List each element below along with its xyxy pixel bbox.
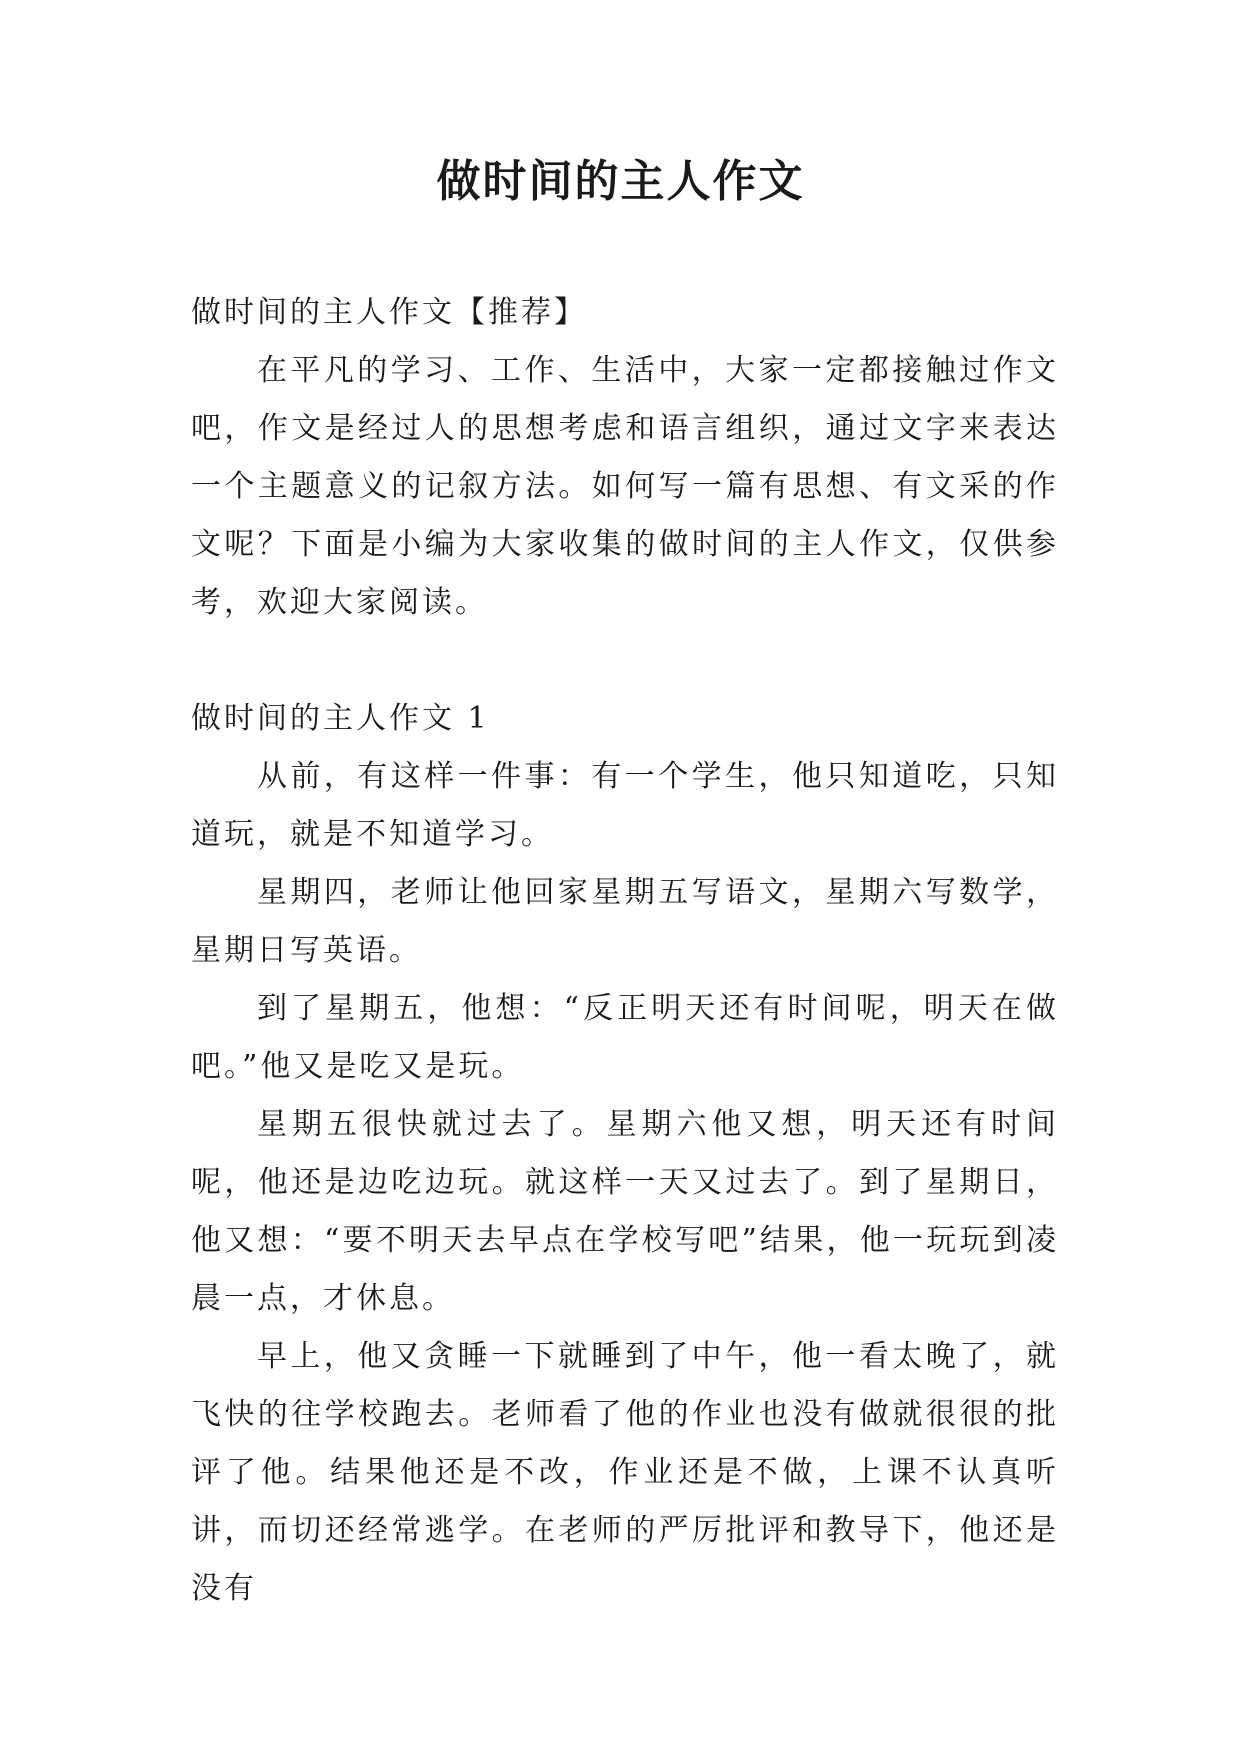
document-body (191, 284, 1059, 1618)
section-spacer (191, 632, 1059, 690)
intro-paragraph: 在平凡的学习、工作、生活中，大家一定都接触过作文吧，作文是经过人的思想考虑和语言组织，通过文字来表达一个主题意义的记叙方法。如何写一篇有思想、有文采的作文呢？下面是小编为大家收集的做时间的主人作文，仅供参考，欢迎大家阅读。 (191, 353, 1059, 620)
section-heading: 做时间的主人作文 1 (191, 701, 490, 736)
body-paragraph: 从前，有这样一件事：有一个学生，他只知道吃，只知道玩，就是不知道学习。 (191, 759, 1059, 852)
body-paragraph: 星期四，老师让他回家星期五写语文，星期六写数学，星期日写英语。 (191, 875, 1059, 968)
body-paragraph: 到了星期五，他想：“反正明天还有时间呢，明天在做吧。”他又是吃又是玩。 (191, 991, 1059, 1084)
document-subtitle: 做时间的主人作文【推荐】 (191, 295, 587, 330)
body-paragraph: 早上，他又贪睡一下就睡到了中午，他一看太晚了，就飞快的往学校跑去。老师看了他的作业也没有做就很很的批评了他。结果他还是不改，作业还是不做，上课不认真听讲，而切还经常逃学。在老师的严厉批评和教导下，他还是没有 (191, 1339, 1059, 1606)
document-title: 做时间的主人作文 (436, 156, 805, 207)
body-paragraph: 星期五很快就过去了。星期六他又想，明天还有时间呢，他还是边吃边玩。就这样一天又过去了。到了星期日，他又想：“要不明天去早点在学校写吧”结果，他一玩玩到凌晨一点，才休息。 (191, 1107, 1059, 1316)
